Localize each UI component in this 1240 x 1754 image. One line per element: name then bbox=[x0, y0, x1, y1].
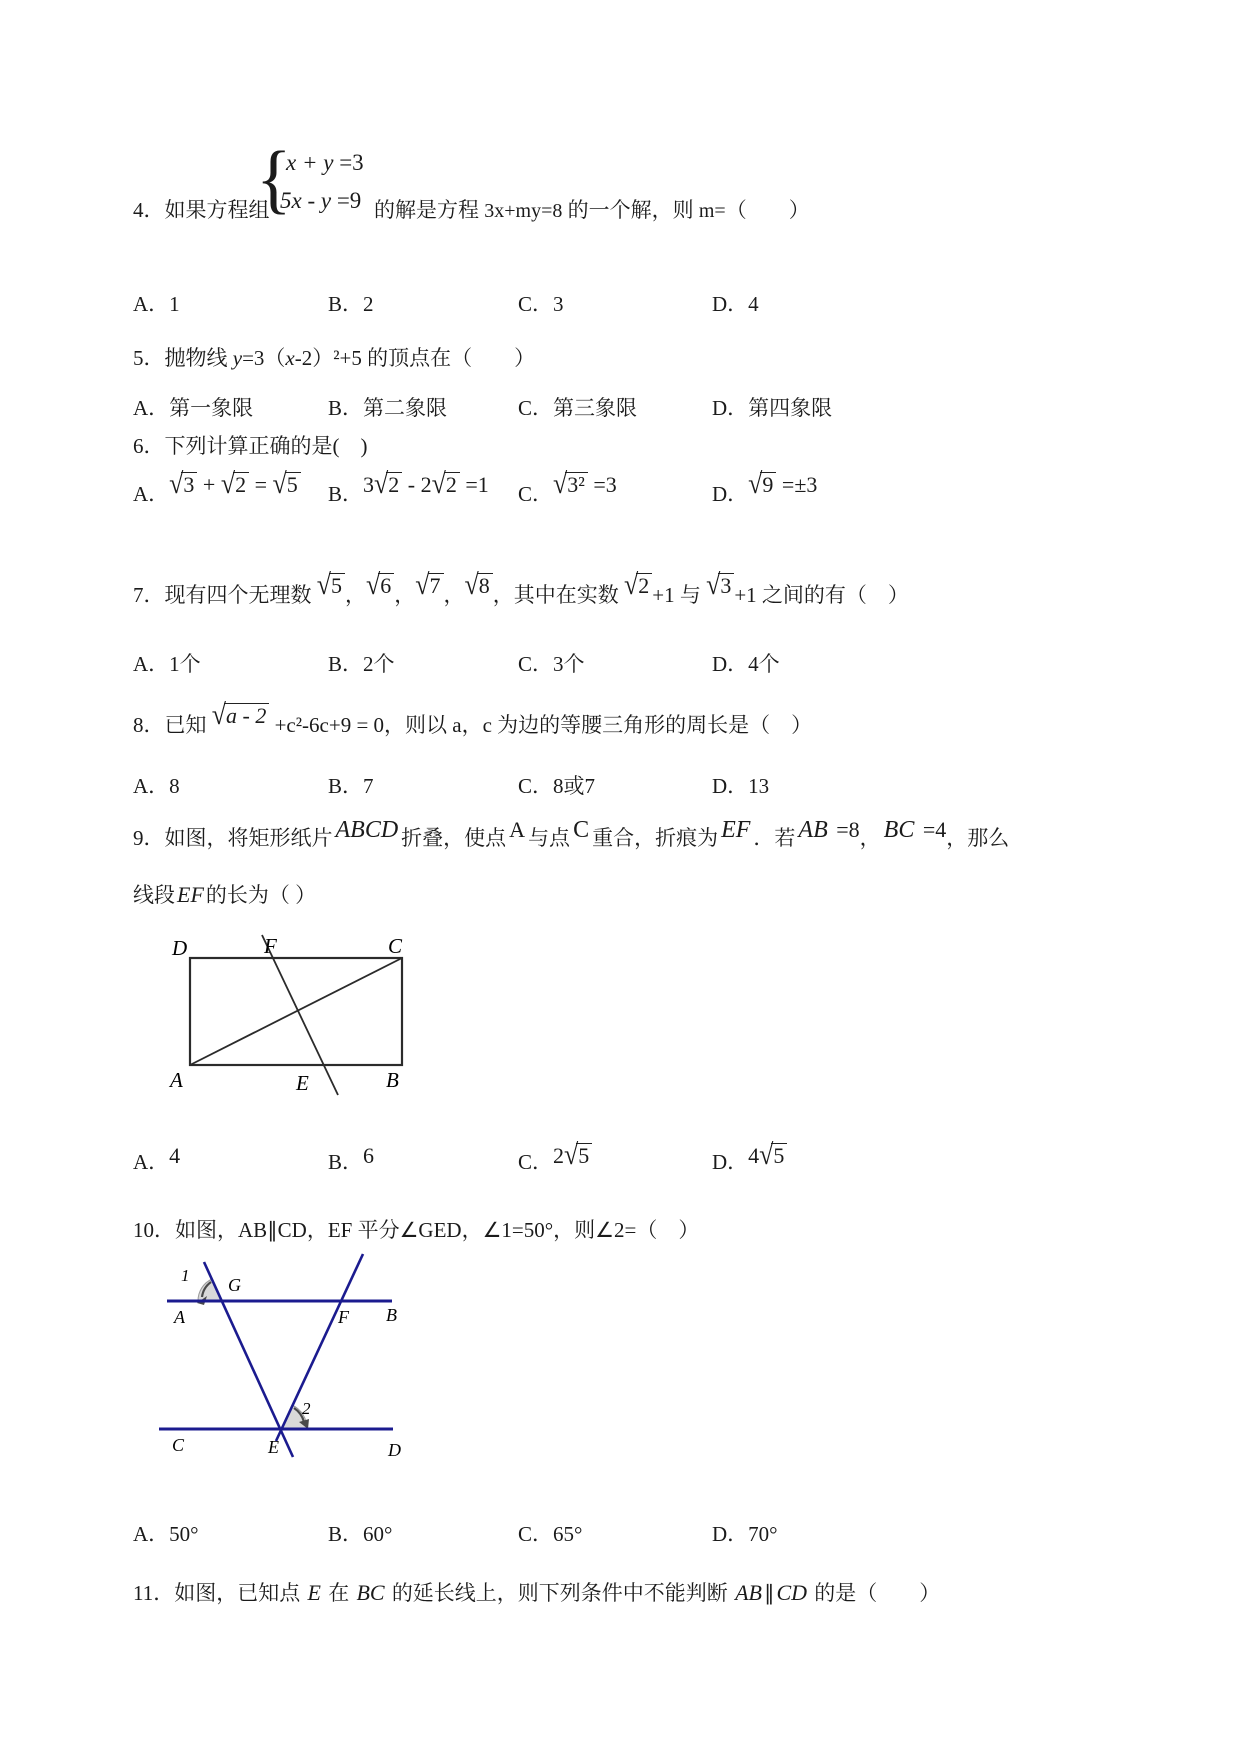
radical bbox=[564, 1138, 592, 1171]
q9-figure-rectangle bbox=[150, 922, 440, 1112]
q10-options bbox=[133, 1518, 1133, 1564]
label-c: C bbox=[388, 934, 403, 958]
radicand: 3 bbox=[718, 573, 734, 599]
coefficient: 3 bbox=[363, 472, 375, 497]
comma: ， bbox=[345, 583, 366, 607]
q6-option-d-expression bbox=[748, 467, 818, 500]
radical bbox=[624, 568, 652, 601]
radicand: 2 bbox=[386, 472, 402, 498]
q9-option-d bbox=[712, 1138, 787, 1176]
q7-stem-text3: +1 与 bbox=[652, 583, 707, 607]
q10-stem-text: 10．如图，AB∥CD，EF 平分∠GED，∠1=50°，则∠2=（ ） bbox=[133, 1218, 700, 1242]
q5-option-c: C．第三象限 bbox=[518, 396, 638, 420]
q6-option-c bbox=[518, 467, 617, 508]
label-a: A bbox=[174, 1307, 185, 1327]
label-f: F bbox=[264, 934, 277, 958]
radical bbox=[374, 467, 402, 500]
radical bbox=[220, 467, 249, 500]
radical bbox=[464, 568, 493, 601]
q7-stem-text4: +1 之间的有（ ） bbox=[734, 583, 909, 607]
radical bbox=[748, 467, 776, 500]
q4-eq1-value: =3 bbox=[339, 150, 364, 175]
q5-option-b: B．第二象限 bbox=[328, 396, 448, 420]
q9-option-d-label: D． bbox=[712, 1150, 749, 1174]
q5-stem-text2: =3（ bbox=[242, 346, 286, 370]
label-d: D bbox=[172, 936, 188, 960]
q9-option-b bbox=[328, 1143, 375, 1176]
label-angle-2: 2 bbox=[302, 1399, 311, 1418]
label-angle-1: 1 bbox=[181, 1266, 190, 1285]
q11-stem bbox=[133, 1578, 940, 1608]
q10-option-a: A．50° bbox=[133, 1522, 199, 1546]
q5-stem-text1: 5．抛物线 bbox=[133, 346, 233, 370]
q4-answer-blank: （ ） bbox=[725, 198, 810, 222]
q9-segment-bc: BC bbox=[883, 817, 915, 843]
radical-sign: √ bbox=[316, 568, 331, 601]
operator: + bbox=[197, 472, 221, 497]
radicand: 2 bbox=[444, 472, 460, 498]
q8-stem bbox=[133, 698, 813, 740]
q5-option-a: A．第一象限 bbox=[133, 396, 254, 420]
q9-segment-ab-value: =8 bbox=[830, 817, 860, 842]
label-f: F bbox=[338, 1307, 349, 1327]
result: =1 bbox=[459, 472, 489, 497]
q7-option-d: D．4个 bbox=[712, 652, 780, 676]
q4-option-c: C．3 bbox=[518, 292, 564, 316]
q4-lead bbox=[133, 196, 270, 224]
q8-options bbox=[133, 770, 1133, 816]
q6-option-a-expression bbox=[169, 467, 301, 500]
q11-segment-bc: BC bbox=[356, 1580, 385, 1605]
q5-variable-y: y bbox=[232, 346, 243, 370]
radical bbox=[553, 467, 588, 500]
radical bbox=[706, 568, 734, 601]
label-a: A bbox=[170, 1068, 183, 1092]
coefficient: 2 bbox=[553, 1143, 565, 1168]
q9-line2-text2: 的长为（ ） bbox=[205, 883, 317, 907]
q10-option-c: C．65° bbox=[518, 1522, 583, 1546]
q4-eq1-variables: x + y bbox=[286, 150, 340, 175]
q6-stem bbox=[133, 432, 368, 460]
q9-option-c bbox=[518, 1138, 592, 1176]
radical-sign: √ bbox=[748, 467, 763, 500]
q5-option-d: D．第四象限 bbox=[712, 396, 833, 420]
q4-options bbox=[133, 288, 1133, 334]
radicand: 5 bbox=[329, 573, 345, 599]
q4-tail-text2: 的一个解，则 bbox=[562, 198, 699, 222]
radical-sign: √ bbox=[220, 467, 236, 500]
radical bbox=[366, 568, 394, 601]
q6-option-b-expression bbox=[363, 467, 489, 500]
ray-ef bbox=[276, 1254, 363, 1441]
radical-sign: √ bbox=[431, 467, 446, 500]
label-e: E bbox=[268, 1437, 279, 1457]
q4-lead-text: 4．如果方程组 bbox=[133, 198, 270, 222]
radicand: 9 bbox=[760, 472, 776, 498]
q7-stem-text1: 7．现有四个无理数 bbox=[133, 583, 317, 607]
q4-system-brace: { bbox=[256, 135, 292, 223]
label-e: E bbox=[296, 1071, 309, 1095]
q4-option-a: A．1 bbox=[133, 292, 180, 316]
q10-figure-parallel-lines bbox=[148, 1243, 428, 1473]
q5-stem bbox=[133, 344, 535, 372]
q7-stem bbox=[133, 568, 909, 610]
q6-option-a-label: A． bbox=[133, 482, 170, 506]
q4-eq2-variables: 5x - y bbox=[280, 188, 337, 213]
radical-sign: √ bbox=[624, 568, 639, 601]
radicand: 7 bbox=[428, 573, 444, 599]
q6-option-a bbox=[133, 467, 301, 508]
radicand: 2 bbox=[233, 472, 249, 498]
q9-stem-text6: ， bbox=[859, 826, 881, 850]
label-d: D bbox=[388, 1440, 401, 1460]
radicand: 2 bbox=[636, 573, 652, 599]
radical-sign: √ bbox=[366, 568, 381, 601]
q9-option-c-value bbox=[553, 1138, 592, 1171]
q4-option-b: B．2 bbox=[328, 292, 374, 316]
q4-inline-equation: 3x+my=8 bbox=[484, 200, 563, 222]
q8-stem-text2: +c²-6c+9 = 0，则以 a，c 为边的等腰三角形的周长是（ ） bbox=[269, 713, 813, 737]
q9-segment-bc-value: =4 bbox=[917, 817, 947, 842]
q10-option-b: B．60° bbox=[328, 1522, 393, 1546]
q11-point-e: E bbox=[307, 1580, 321, 1605]
q6-option-c-label: C． bbox=[518, 482, 554, 506]
radical bbox=[415, 568, 443, 601]
radicand: a - 2 bbox=[224, 703, 269, 729]
q9-stem-text7: ，那么 bbox=[946, 826, 1010, 850]
q9-fold-name: EF bbox=[721, 817, 751, 843]
comma: ， bbox=[394, 583, 416, 607]
q9-option-a-label: A． bbox=[133, 1150, 170, 1174]
q6-option-b-label: B． bbox=[328, 482, 364, 506]
q9-option-a bbox=[133, 1143, 181, 1176]
q6-option-c-expression bbox=[553, 467, 617, 500]
q8-option-c: C．8或7 bbox=[518, 774, 596, 798]
radicand: 6 bbox=[378, 573, 394, 599]
q9-option-b-value: 6 bbox=[363, 1143, 375, 1168]
q9-options bbox=[133, 1138, 1133, 1196]
result: =3 bbox=[587, 472, 617, 497]
q11-line-ab: AB bbox=[735, 1580, 762, 1605]
q10-option-d: D．70° bbox=[712, 1522, 778, 1546]
q9-stem-text2: 折叠，使点 bbox=[401, 826, 507, 850]
radicand: 8 bbox=[477, 573, 493, 599]
q4-eq2-value: =9 bbox=[336, 188, 362, 213]
radical-sign: √ bbox=[272, 467, 287, 500]
radical-sign: √ bbox=[553, 467, 568, 500]
radical-sign: √ bbox=[464, 568, 479, 601]
q5-variable-x: x bbox=[285, 346, 295, 370]
q9-point-a: A bbox=[509, 817, 526, 842]
radicand: 5 bbox=[771, 1143, 787, 1169]
q9-stem-text4: 重合，折痕为 bbox=[592, 826, 719, 850]
q9-stem-text3: 与点 bbox=[528, 826, 571, 850]
q11-stem-text3: 的延长线上，则下列条件中不能判断 bbox=[386, 1581, 734, 1605]
q7-option-c: C．3个 bbox=[518, 652, 585, 676]
label-g: G bbox=[228, 1275, 241, 1295]
q4-tail-text1: 的解是方程 bbox=[374, 198, 485, 222]
result: =±3 bbox=[776, 472, 818, 497]
radical bbox=[624, 568, 652, 601]
radicand: 3² bbox=[565, 472, 588, 498]
radical bbox=[169, 467, 197, 500]
radical-sign: √ bbox=[706, 568, 721, 601]
label-b: B bbox=[386, 1305, 397, 1325]
radicand: 3 bbox=[181, 472, 197, 498]
diagonal-ac bbox=[190, 958, 402, 1065]
q4-option-d: D．4 bbox=[712, 292, 759, 316]
radical-sign: √ bbox=[169, 467, 184, 500]
q7-options bbox=[133, 648, 1133, 694]
radical bbox=[211, 698, 270, 731]
radical bbox=[706, 568, 734, 601]
radical bbox=[759, 1138, 787, 1171]
operator: - 2 bbox=[402, 472, 432, 497]
radical bbox=[366, 568, 394, 601]
q11-stem-text2: 在 bbox=[322, 1581, 355, 1605]
q4-stem-tail bbox=[374, 196, 810, 225]
radical bbox=[211, 698, 270, 731]
q11-stem-text4: 的是（ ） bbox=[809, 1581, 941, 1605]
radical bbox=[431, 467, 460, 500]
q9-line2-ef: EF bbox=[177, 882, 204, 907]
comma: ， bbox=[443, 583, 465, 607]
radical bbox=[464, 568, 493, 601]
q4-equation-1 bbox=[286, 150, 364, 176]
q6-stem-text: 6．下列计算正确的是( ) bbox=[133, 434, 368, 458]
radical-sign: √ bbox=[415, 568, 430, 601]
q9-stem-line2 bbox=[133, 880, 316, 910]
radical-sign: √ bbox=[374, 467, 389, 500]
q9-stem-text5: ．若 bbox=[753, 826, 796, 850]
radical bbox=[272, 467, 301, 500]
radical bbox=[316, 568, 345, 601]
q5-stem-text3: -2）²+5 的顶点在（ ） bbox=[294, 346, 536, 370]
radical-sign: √ bbox=[759, 1138, 774, 1171]
q6-options bbox=[133, 467, 1133, 530]
q6-option-d-label: D． bbox=[712, 482, 749, 506]
q9-option-c-label: C． bbox=[518, 1150, 554, 1174]
q11-stem-text1: 11．如图，已知点 bbox=[133, 1581, 306, 1605]
label-c: C bbox=[172, 1435, 185, 1455]
q7-stem-text2: ，其中在实数 bbox=[492, 583, 624, 607]
q9-stem-text1: 9．如图，将矩形纸片 bbox=[133, 826, 333, 850]
q11-line-cd: CD bbox=[776, 1580, 808, 1605]
label-b: B bbox=[386, 1068, 399, 1092]
q11-parallel-symbol: ∥ bbox=[763, 1581, 775, 1605]
radical-sign: √ bbox=[211, 698, 226, 731]
coefficient: 4 bbox=[748, 1143, 760, 1168]
radical-sign: √ bbox=[564, 1138, 579, 1171]
q9-segment-ab: AB bbox=[798, 817, 828, 843]
q9-option-a-value: 4 bbox=[169, 1143, 181, 1168]
radical bbox=[415, 568, 443, 601]
q7-option-b: B．2个 bbox=[328, 652, 395, 676]
q6-option-b bbox=[328, 467, 489, 508]
q10-stem bbox=[133, 1216, 699, 1244]
q8-stem-text1: 8．已知 bbox=[133, 713, 212, 737]
radical bbox=[316, 568, 345, 601]
q8-option-b: B．7 bbox=[328, 774, 374, 798]
q8-option-a: A．8 bbox=[133, 774, 180, 798]
q9-rect-name: ABCD bbox=[335, 817, 399, 843]
radicand: 5 bbox=[285, 472, 301, 498]
q9-option-d-value bbox=[748, 1138, 787, 1171]
radicand: 5 bbox=[576, 1143, 592, 1169]
q7-option-a: A．1个 bbox=[133, 652, 201, 676]
q9-point-c: C bbox=[573, 817, 590, 843]
q9-option-b-label: B． bbox=[328, 1150, 364, 1174]
q4-equation-2 bbox=[280, 188, 361, 214]
q9-line2-text1: 线段 bbox=[133, 883, 175, 907]
q8-option-d: D．13 bbox=[712, 774, 770, 798]
q4-variable-m: m= bbox=[698, 200, 726, 222]
operator: = bbox=[249, 472, 273, 497]
q9-stem-line1 bbox=[133, 817, 1010, 854]
q6-option-d bbox=[712, 467, 818, 508]
